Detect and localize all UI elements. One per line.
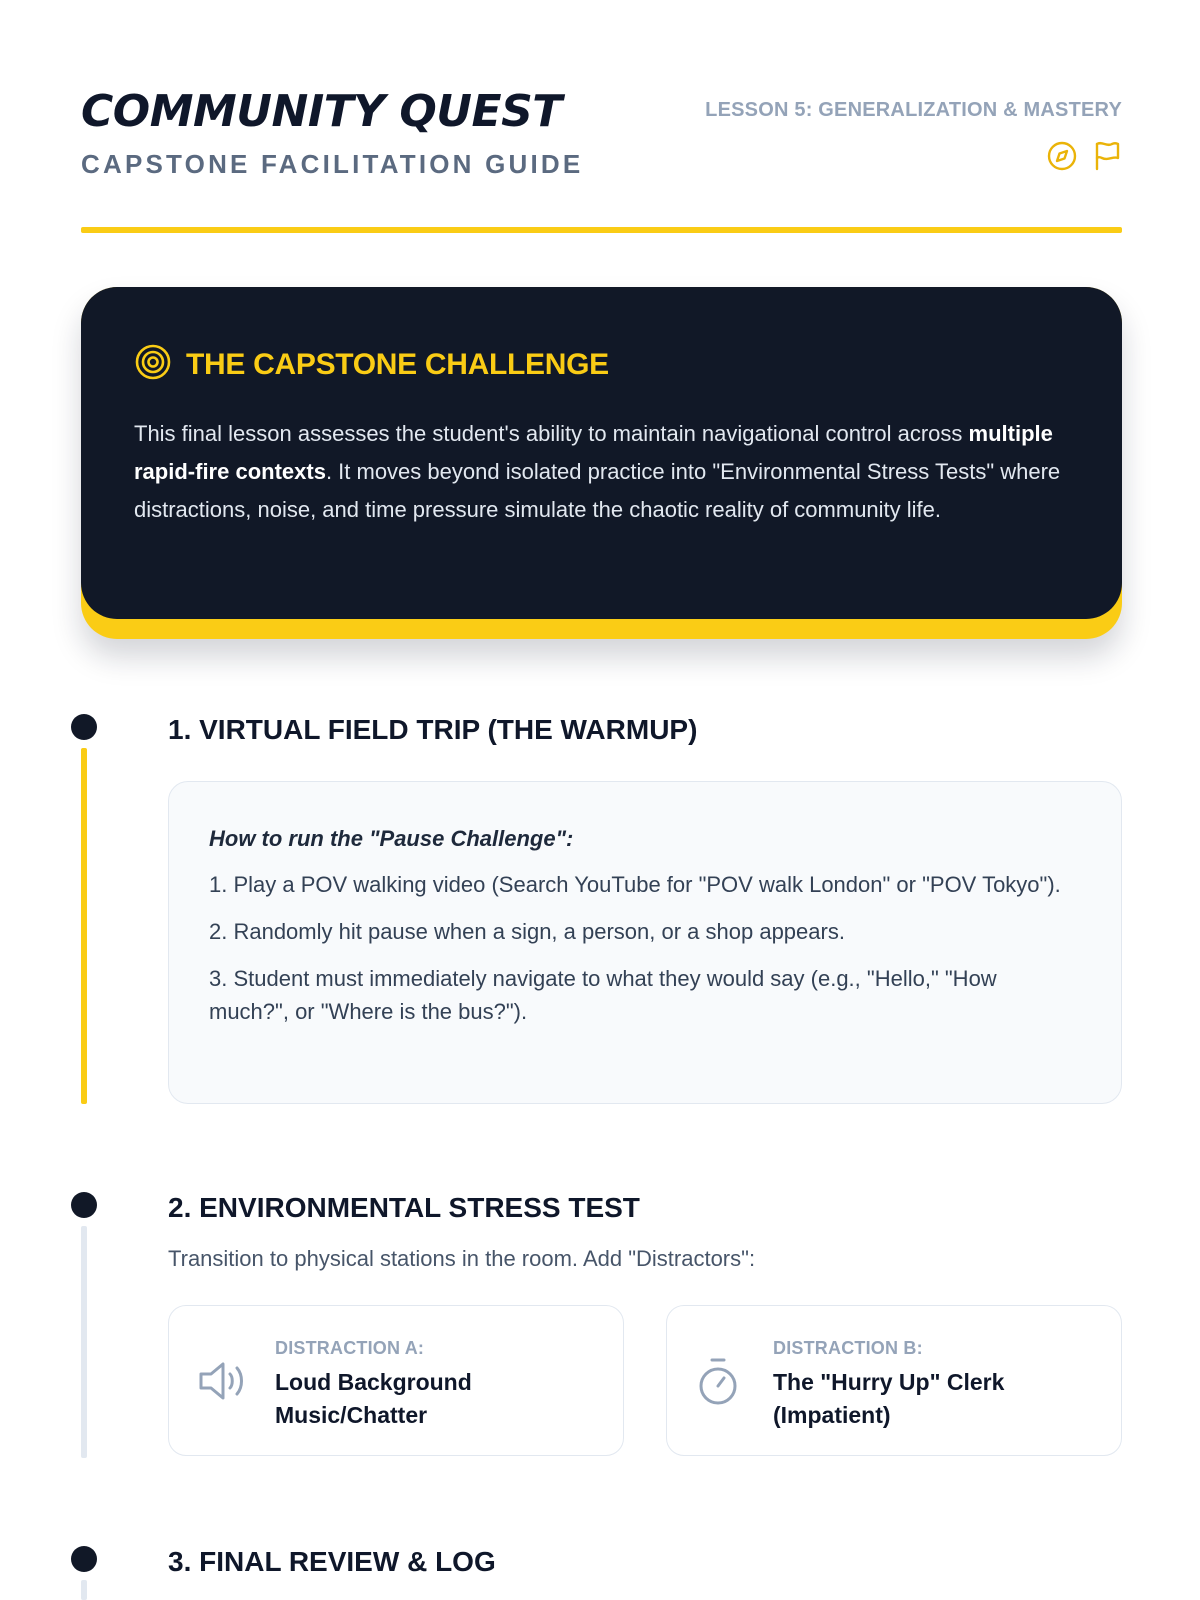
list-item: 2. Randomly hit pause when a sign, a person, or a shop appears.: [209, 919, 845, 944]
capstone-description-start: This final lesson assesses the student's ability to maintain navigational control across: [134, 421, 969, 446]
compass-icon: [1046, 140, 1078, 172]
pause-challenge-steps: [209, 868, 1069, 1042]
capstone-card-inner: [81, 287, 1122, 619]
distraction-a-text: Loud Background Music/Chatter: [275, 1369, 472, 1428]
stopwatch-icon: [695, 1356, 741, 1413]
page-header: [81, 84, 1122, 234]
target-icon: [134, 343, 172, 386]
pause-challenge-heading: How to run the "Pause Challenge":: [209, 826, 574, 851]
list-item: 3. Student must immediately navigate to what they would say (e.g., "Hello," "How much?", or "Where is the bus?").: [209, 966, 997, 1024]
timeline-dot-2: [71, 1192, 97, 1218]
distraction-card-a: [168, 1305, 624, 1456]
capstone-card: [81, 287, 1122, 639]
capstone-description: [134, 415, 1074, 529]
section-title-2: 2. ENVIRONMENTAL STRESS TEST: [168, 1192, 640, 1223]
flag-icon: [1092, 140, 1122, 172]
distraction-b-label: DISTRACTION B:: [773, 1338, 923, 1358]
section-2-intro: Transition to physical stations in the room. Add "Distractors":: [168, 1246, 756, 1271]
header-divider: [81, 227, 1122, 233]
lesson-label: LESSON 5: GENERALIZATION & MASTERY: [705, 99, 1122, 121]
list-item: 1. Play a POV walking video (Search YouTube for "POV walk London" or "POV Tokyo").: [209, 872, 1061, 897]
page-subtitle: CAPSTONE FACILITATION GUIDE: [81, 149, 584, 179]
timeline-dot-3: [71, 1546, 97, 1572]
capstone-title-row: [134, 343, 609, 386]
timeline-dot-1: [71, 714, 97, 740]
section-title-3: 3. FINAL REVIEW & LOG: [168, 1546, 496, 1577]
pause-challenge-box: [168, 781, 1122, 1104]
distraction-card-b: [666, 1305, 1122, 1456]
distraction-b-text: The "Hurry Up" Clerk (Impatient): [773, 1369, 1005, 1428]
capstone-description-end: . It moves beyond isolated practice into "Environmental Stress Tests" where distractions, noise, and time pressure simulate the chaotic reality of community life.: [134, 459, 1061, 522]
section-title-1: 1. VIRTUAL FIELD TRIP (THE WARMUP): [168, 714, 698, 745]
header-icons: [1046, 140, 1122, 172]
distraction-a-label: DISTRACTION A:: [275, 1338, 425, 1358]
timeline-rail-2: [81, 1226, 87, 1458]
timeline-rail-1: [81, 748, 87, 1104]
capstone-description-emphasis: multiple rapid-fire contexts: [134, 421, 1053, 484]
timeline-rail-3: [81, 1580, 87, 1600]
capstone-title: THE CAPSTONE CHALLENGE: [186, 347, 609, 381]
speaker-icon: [197, 1358, 249, 1409]
page-title: COMMUNITY QUEST: [81, 86, 562, 137]
